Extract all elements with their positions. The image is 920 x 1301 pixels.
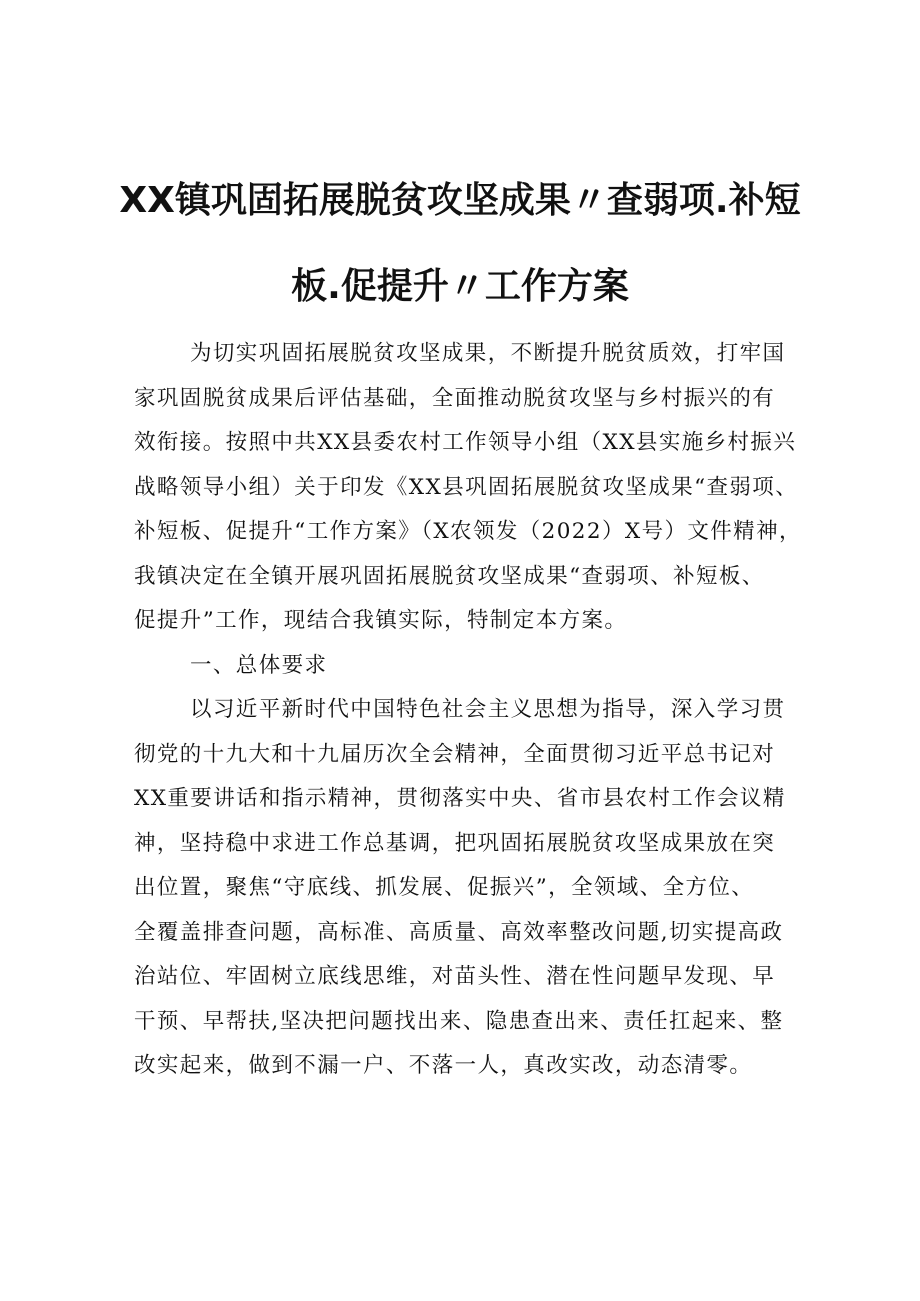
body-text-line: 出位置，聚焦“守底线、抓发展、促振兴”，全领域、全方位、 [134,875,755,900]
body-text-line: 我镇决定在全镇开展巩固拓展脱贫攻坚成果“查弱项、补短板、 [134,563,765,589]
body-text-line: 以习近平新时代中国特色社会主义思想为指导，深入学习贯 [190,697,786,722]
body-text-line: 战略领导小组）关于印发《XX县巩固拓展脱贫攻坚成果“查弱项、 [134,474,799,500]
body-text-line: 家巩固脱贫成果后评估基础，全面推动脱贫攻坚与乡村振兴的有 [134,385,776,411]
body-text-line: 改实起来，做到不漏一户、不落一人，真改实改，动态清零。 [134,1053,753,1078]
body-text-line: 神，坚持稳中求进工作总基调，把巩固拓展脱贫攻坚成果放在突 [134,830,776,856]
body-text-line: 干预、早帮扶,坚决把问题找出来、隐患查出来、责任扛起来、整 [134,1008,784,1034]
document-title-line-1: XX镇巩固拓展脱贫攻坚成果〃查弱项.补短 [119,180,801,221]
body-text-line: 全覆盖排查问题，高标准、高质量、高效率整改问题,切实提高政 [134,919,784,945]
document-body [134,332,802,1089]
body-text-line: 一、总体要求 [190,652,328,678]
body-text-line: 补短板、促提升“工作方案》（X农领发（2022）X号）文件精神， [134,519,802,544]
body-text-line: 彻党的十九大和十九届历次全会精神，全面贯彻习近平总书记对 [134,741,776,767]
body-text-line: 促提升”工作，现结合我镇实际，特制定本方案。 [134,608,628,633]
body-text-line: 为切实巩固拓展脱贫攻坚成果，不断提升脱贫质效，打牢国 [190,341,786,366]
body-text-line: 治站位、牢固树立底线思维，对苗头性、潜在性问题早发现、早 [134,964,776,989]
document-title-line-2: 板.促提升〃工作方案 [291,266,629,307]
body-text-line: 效衔接。按照中共XX县委农村工作领导小组（XX县实施乡村振兴 [134,430,797,455]
body-text-line: XX重要讲话和指示精神，贯彻落实中央、省市县农村工作会议精 [134,786,786,811]
